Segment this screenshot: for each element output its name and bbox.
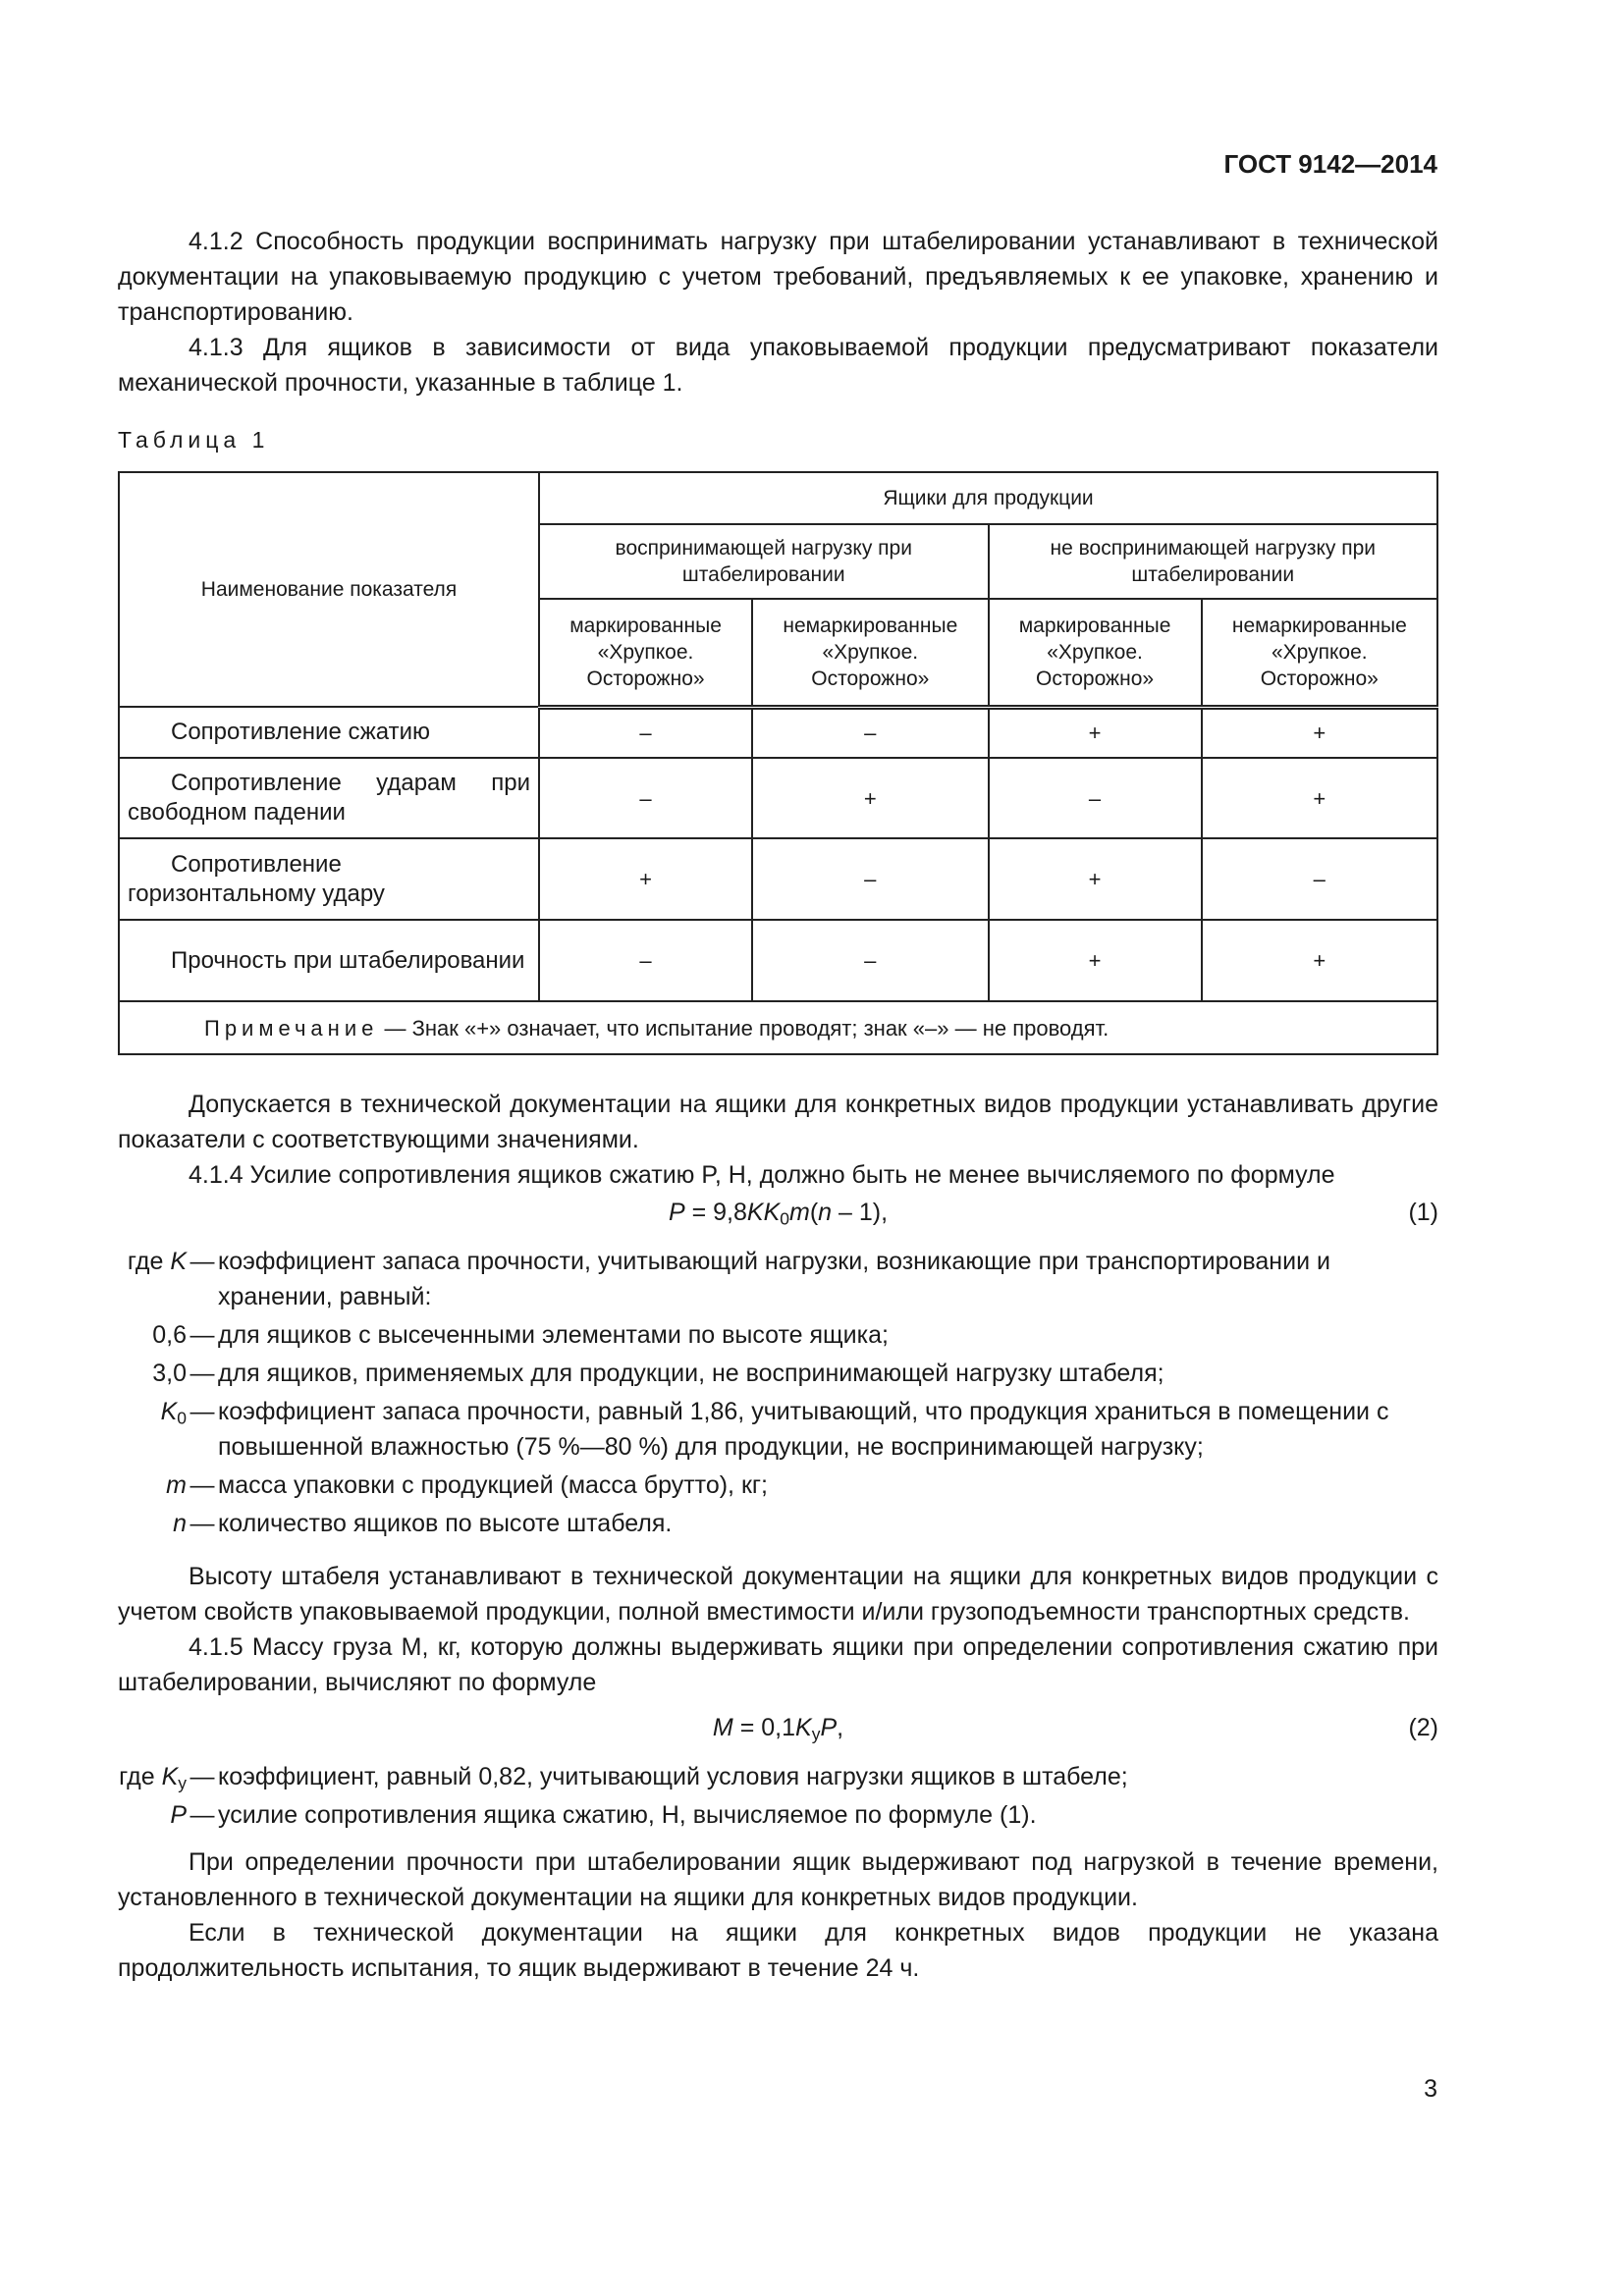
- cell: –: [989, 758, 1202, 838]
- row-name: Прочность при штабелировании: [119, 920, 539, 1001]
- col-header-group: Ящики для продукции: [539, 472, 1437, 524]
- dash: —: [189, 1398, 215, 1425]
- definition-item: [118, 1394, 1438, 1465]
- paragraph-4-1-4: 4.1.4 Усилие сопротивления ящиков сжатию P, Н, должно быть не менее вычисляемого по формуле: [189, 1161, 1335, 1189]
- formula-sub: у: [811, 1724, 821, 1744]
- cell: +: [752, 758, 988, 838]
- cell: +: [1202, 920, 1437, 1001]
- dash: —: [189, 1321, 215, 1349]
- col-header: маркированные «Хрупкое. Осторожно»: [989, 599, 1202, 707]
- table-row: [119, 758, 1437, 838]
- paragraph-stack-height: Высоту штабеля устанавливают в технической документации на ящики для конкретных видов продукции с учетом свойств упаковываемой продукции, полной вместимости и/или грузоподъемности транспортных средств.: [118, 1563, 1438, 1626]
- formula-var: M: [712, 1714, 733, 1741]
- formula-var: n: [818, 1199, 833, 1226]
- cell: +: [539, 838, 752, 920]
- def-text: коэффициент запаса прочности, равный 1,86, учитывающий, что продукция храниться в помещении с повышенной влажностью (75 %—80 %) для продукции, не воспринимающей нагрузку;: [218, 1398, 1389, 1461]
- paragraph-4-1-3: 4.1.3 Для ящиков в зависимости от вида упаковываемой продукции предусматривают показатели механической прочности, указанные в таблице 1.: [118, 334, 1438, 397]
- row-name: Сопротивление сжатию: [119, 707, 539, 758]
- def-term: 0,6: [152, 1321, 187, 1349]
- formula-var: P: [820, 1714, 838, 1741]
- dash: —: [189, 1471, 215, 1499]
- table-caption: Таблица 1: [118, 427, 270, 453]
- document-body: [118, 224, 1438, 1986]
- term-var: n: [173, 1510, 187, 1537]
- col-header: маркированные «Хрупкое. Осторожно»: [539, 599, 752, 707]
- formula-part: = 9,8: [684, 1199, 747, 1226]
- paragraph-4-1-2: 4.1.2 Способность продукции воспринимать нагрузку при штабелировании устанавливают в технической документации на упаковываемую продукцию с учетом требований, предъявляемых к ее упаковке, хранению и транспортированию.: [118, 228, 1438, 326]
- def-text: усилие сопротивления ящика сжатию, Н, вычисляемое по формуле (1).: [218, 1801, 1037, 1829]
- term-sub: 0: [177, 1408, 187, 1428]
- table-row: [119, 707, 1437, 758]
- cell: –: [539, 920, 752, 1001]
- def-text: коэффициент, равный 0,82, учитывающий условия нагрузки ящиков в штабеле;: [218, 1763, 1128, 1790]
- def-term: 3,0: [152, 1360, 187, 1387]
- cell: –: [752, 838, 988, 920]
- row-name: Сопротивление горизонтальному удару: [119, 838, 539, 920]
- dash: —: [189, 1801, 215, 1829]
- formula-2: [118, 1710, 1438, 1745]
- def-term: где K: [127, 1248, 187, 1275]
- definition-item: [118, 1317, 1438, 1353]
- cell: +: [1202, 758, 1437, 838]
- cell: –: [539, 707, 752, 758]
- table-row: [119, 838, 1437, 920]
- formula-part: ,: [837, 1714, 844, 1741]
- def-term: [118, 1506, 187, 1541]
- formula-var: K: [795, 1714, 812, 1741]
- paragraph-4-1-5: 4.1.5 Массу груза M, кг, которую должны выдерживать ящики при определении сопротивления сжатию при штабелировании, вычисляют по формуле: [118, 1633, 1438, 1696]
- cell: +: [989, 920, 1202, 1001]
- def-text: масса упаковки с продукцией (масса брутто), кг;: [218, 1471, 768, 1499]
- note-label: Примечание: [204, 1015, 379, 1041]
- formula-var: KK: [746, 1199, 781, 1226]
- term-var: m: [166, 1471, 187, 1499]
- def-text: коэффициент запаса прочности, учитывающий нагрузки, возникающие при транспортировании и хранении, равный:: [218, 1248, 1330, 1310]
- formula-var: P: [668, 1199, 685, 1226]
- document-header: ГОСТ 9142—2014: [1223, 149, 1437, 179]
- definition-item: [118, 1356, 1438, 1391]
- note-text: — Знак «+» означает, что испытание проводят; знак «–» — не проводят.: [378, 1015, 1110, 1041]
- dash: —: [189, 1763, 215, 1790]
- cell: –: [1202, 838, 1437, 920]
- cell: +: [1202, 707, 1437, 758]
- formula-sub: 0: [780, 1208, 789, 1229]
- dash: —: [189, 1510, 215, 1537]
- def-term: [118, 1468, 187, 1503]
- formula-part: = 0,1: [732, 1714, 795, 1741]
- def-term: [118, 1394, 187, 1465]
- formula-part: (: [809, 1199, 819, 1226]
- row-name: Сопротивление ударам при свободном падении: [119, 758, 539, 838]
- formula-number: (1): [1408, 1199, 1438, 1226]
- cell: –: [539, 758, 752, 838]
- term-sub: у: [178, 1773, 187, 1793]
- definition-item: [118, 1797, 1438, 1833]
- def-text: количество ящиков по высоте штабеля.: [218, 1510, 673, 1537]
- col-header-load-bearing: воспринимающей нагрузку при штабелировании: [539, 524, 989, 599]
- cell: +: [989, 707, 1202, 758]
- definition-item: [118, 1468, 1438, 1503]
- paragraph-strength: При определении прочности при штабелировании ящик выдерживают под нагрузкой в течение времени, установленного в технической документации на ящики для конкретных видов продукции.: [118, 1848, 1438, 1911]
- definitions-1: [118, 1244, 1438, 1541]
- cell: –: [752, 920, 988, 1001]
- table-1: [118, 471, 1438, 1055]
- def-term: [118, 1797, 187, 1833]
- paragraph-duration: Если в технической документации на ящики для конкретных видов продукции не указана продолжительность испытания, то ящик выдерживают в течение 24 ч.: [118, 1919, 1438, 1982]
- def-text: для ящиков, применяемых для продукции, не воспринимающей нагрузку штабеля;: [218, 1360, 1164, 1387]
- page-number: 3: [1424, 2075, 1437, 2103]
- col-header: немаркированные «Хрупкое. Осторожно»: [752, 599, 988, 707]
- col-header-non-load-bearing: не воспринимающей нагрузку при штабелировании: [989, 524, 1438, 599]
- cell: –: [752, 707, 988, 758]
- dash: —: [189, 1360, 215, 1387]
- table-note: [119, 1001, 1437, 1054]
- definition-item: [118, 1506, 1438, 1541]
- formula-var: m: [788, 1199, 810, 1226]
- col-header-name: Наименование показателя: [119, 472, 539, 707]
- col-header: немаркированные «Хрупкое. Осторожно»: [1202, 599, 1437, 707]
- formula-part: – 1),: [832, 1199, 889, 1226]
- term-var: K: [160, 1398, 178, 1425]
- cell: +: [989, 838, 1202, 920]
- paragraph-additional: Допускается в технической документации на ящики для конкретных видов продукции устанавливать другие показатели с соответствующими значениями.: [118, 1091, 1438, 1153]
- formula-number: (2): [1408, 1714, 1438, 1741]
- definitions-2: [118, 1759, 1438, 1833]
- formula-1: [118, 1195, 1438, 1230]
- def-term: где $K_у$: [119, 1763, 187, 1793]
- term-var: P: [170, 1801, 187, 1829]
- dash: —: [189, 1248, 215, 1275]
- table-row: [119, 920, 1437, 1001]
- definition-item: [118, 1759, 1438, 1794]
- definition-item: [118, 1244, 1438, 1314]
- def-text: для ящиков с высеченными элементами по высоте ящика;: [218, 1321, 889, 1349]
